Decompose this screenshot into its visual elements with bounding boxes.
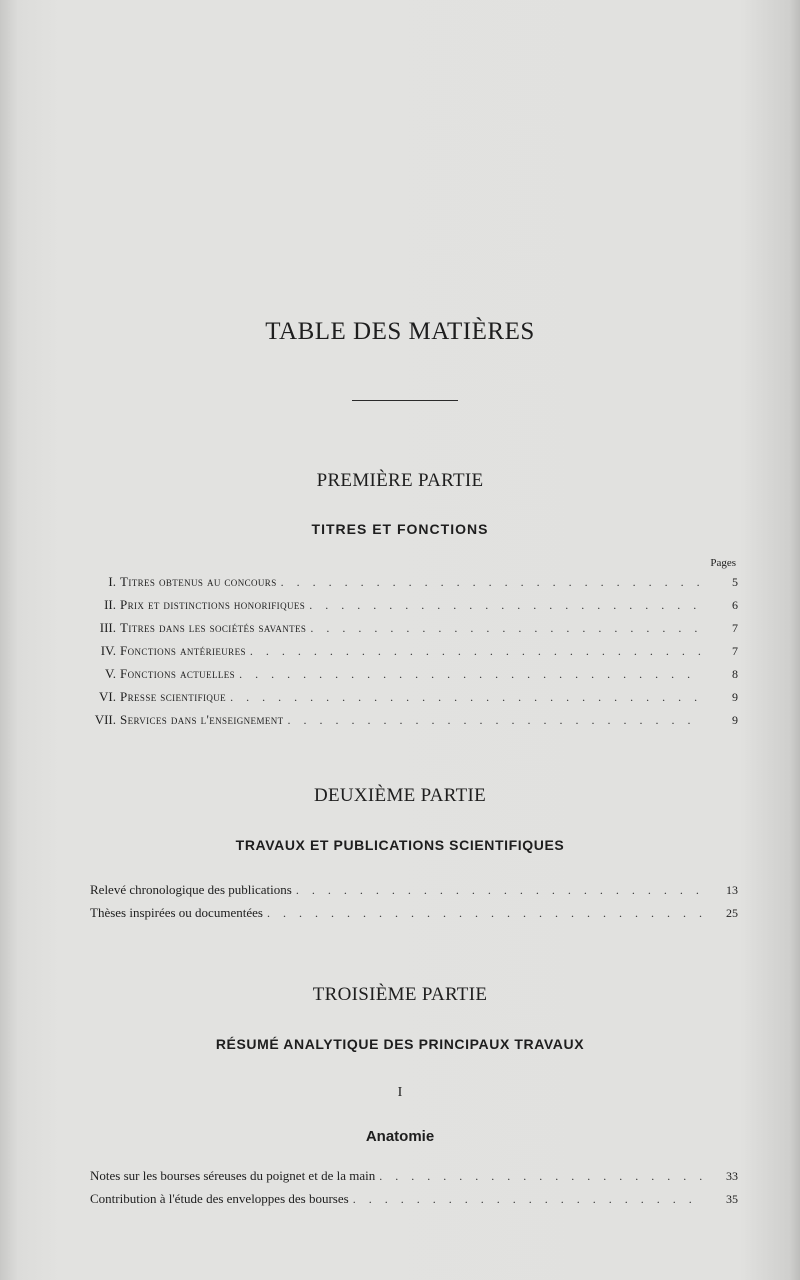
- part2-toc: [90, 882, 738, 928]
- dot-leader: [263, 906, 702, 921]
- toc-entry-title: Thèses inspirées ou documentées: [90, 905, 263, 920]
- toc-entry-number: VI.: [99, 689, 116, 704]
- dot-leader: [292, 883, 702, 898]
- subsection-heading: Anatomie: [365, 1128, 435, 1145]
- title-divider: [352, 400, 458, 401]
- toc-entry-title: Notes sur les bourses séreuses du poignet et de la main: [90, 1168, 376, 1183]
- toc-entry-number: IV.: [100, 643, 116, 658]
- page-title: TABLE DES MATIÈRES: [265, 318, 535, 345]
- part1-heading: PREMIÈRE PARTIE: [316, 470, 484, 491]
- toc-entry-title: Titres obtenus au concours: [120, 574, 277, 589]
- part2-section-heading: TRAVAUX ET PUBLICATIONS SCIENTIFIQUES: [235, 837, 565, 853]
- toc-entry-page: 7: [732, 621, 738, 635]
- toc-entry-page: 25: [726, 906, 738, 920]
- toc-entry-page: 5: [732, 575, 738, 589]
- toc-entry-page: 33: [726, 1169, 738, 1183]
- dot-leader: [375, 1169, 702, 1184]
- toc-entry: [90, 620, 738, 643]
- dot-leader: [284, 713, 702, 728]
- toc-entry-page: 9: [732, 713, 738, 727]
- toc-entry: [90, 905, 738, 928]
- part1-toc: [90, 574, 738, 735]
- part1-section-heading: TITRES ET FONCTIONS: [311, 521, 489, 537]
- toc-entry-page: 35: [726, 1192, 738, 1206]
- toc-entry: [90, 643, 738, 666]
- toc-entry: [90, 574, 738, 597]
- dot-leader: [306, 621, 702, 636]
- dot-leader: [349, 1192, 702, 1207]
- toc-entry: [90, 666, 738, 689]
- dot-leader: [246, 644, 702, 659]
- toc-entry-title: Relevé chronologique des publications: [90, 882, 292, 897]
- part3-section-heading: RÉSUMÉ ANALYTIQUE DES PRINCIPAUX TRAVAUX: [215, 1036, 585, 1052]
- toc-entry-title: Titres dans les sociétés savantes: [120, 620, 307, 635]
- toc-entry: [90, 1191, 738, 1214]
- toc-entry: [90, 689, 738, 712]
- pages-column-label: Pages: [710, 557, 736, 569]
- toc-entry-page: 13: [726, 883, 738, 897]
- subsection-number: I: [397, 1085, 403, 1100]
- toc-entry: [90, 712, 738, 735]
- toc-entry-number: V.: [105, 666, 116, 681]
- toc-entry-title: Presse scientifique: [120, 689, 227, 704]
- toc-entry-number: II.: [104, 597, 116, 612]
- toc-entry-page: 6: [732, 598, 738, 612]
- part3-heading: TROISIÈME PARTIE: [312, 984, 488, 1005]
- toc-entry: [90, 1168, 738, 1191]
- toc-entry-page: 8: [732, 667, 738, 681]
- toc-entry-title: Fonctions actuelles: [120, 666, 236, 681]
- toc-entry-number: I.: [108, 574, 116, 589]
- toc-entry-page: 9: [732, 690, 738, 704]
- toc-entry: [90, 882, 738, 905]
- part3-toc: [90, 1168, 738, 1214]
- toc-entry-number: VII.: [94, 712, 116, 727]
- toc-entry-title: Contribution à l'étude des enveloppes des bourses: [90, 1191, 349, 1206]
- toc-entry-number: III.: [99, 620, 116, 635]
- dot-leader: [305, 598, 702, 613]
- toc-entry-title: Services dans l'enseignement: [120, 712, 284, 727]
- toc-entry-title: Prix et distinctions honorifiques: [120, 597, 306, 612]
- dot-leader: [277, 575, 702, 590]
- part2-heading: DEUXIÈME PARTIE: [313, 785, 487, 806]
- toc-entry: [90, 597, 738, 620]
- dot-leader: [226, 690, 702, 705]
- toc-entry-title: Fonctions antérieures: [120, 643, 246, 658]
- dot-leader: [235, 667, 702, 682]
- toc-entry-page: 7: [732, 644, 738, 658]
